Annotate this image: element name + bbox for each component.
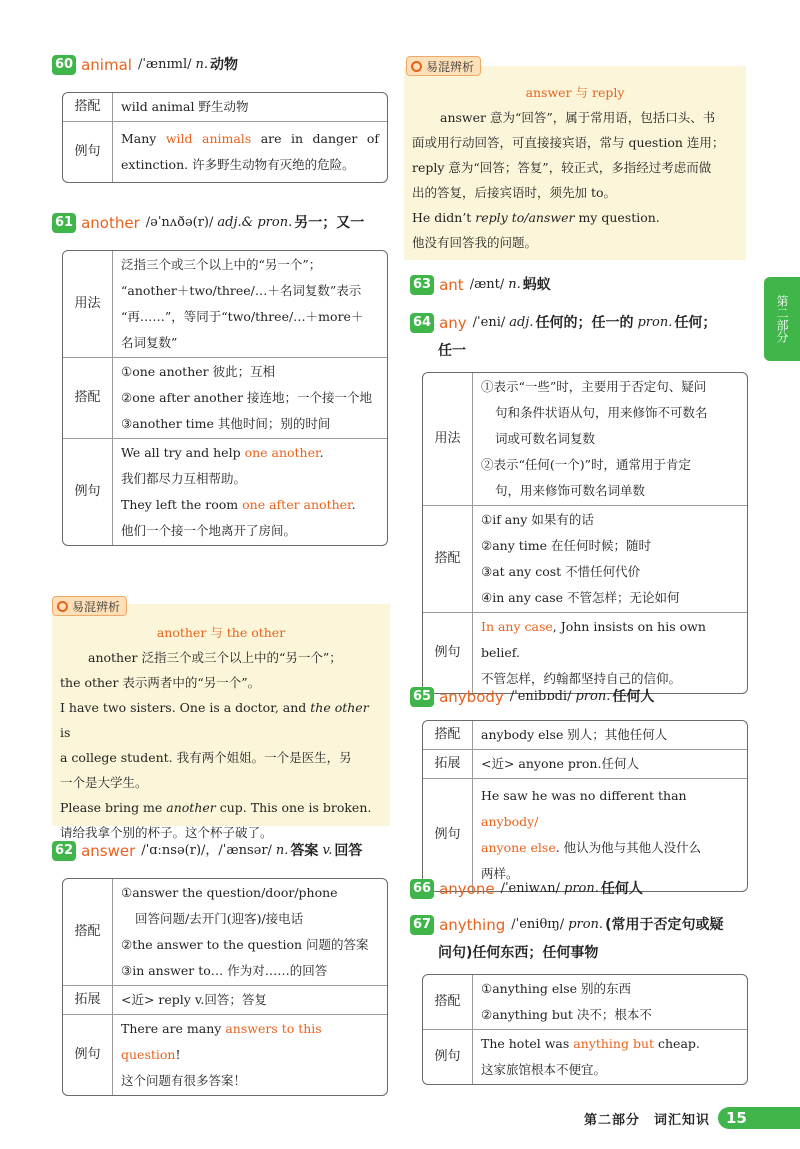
meaning: 答案 bbox=[290, 843, 319, 859]
collocation-item: ②the answer to the question 问题的答案 bbox=[121, 937, 369, 952]
row-label: 搭配 bbox=[423, 975, 473, 1029]
entry-65-table bbox=[422, 720, 748, 892]
entry-number: 62 bbox=[52, 841, 76, 861]
highlighted-phrase: anyone else bbox=[481, 840, 556, 855]
note-line: 一个是大学生。 bbox=[60, 775, 148, 790]
entry-64-heading-cont bbox=[438, 338, 466, 364]
entry-60-heading bbox=[52, 52, 238, 78]
note-line: answer 意为“回答”，属于常用语，包括口头、书 bbox=[440, 110, 716, 125]
collocation-list bbox=[113, 879, 387, 985]
highlighted-phrase: anybody/ bbox=[481, 814, 539, 829]
row-label: 例句 bbox=[63, 121, 113, 182]
row-label: 例句 bbox=[63, 1014, 113, 1095]
note-text: is bbox=[60, 725, 71, 740]
example-list bbox=[113, 1014, 387, 1095]
example-text: . 他认为他与其他人没什么 bbox=[555, 840, 702, 855]
meaning-2: 回答 bbox=[334, 843, 363, 859]
collocation-item: ①one another 彼此；互相 bbox=[121, 364, 276, 379]
entry-number: 66 bbox=[410, 879, 434, 899]
entry-66-heading bbox=[410, 876, 643, 902]
confusion-tag-2 bbox=[406, 56, 481, 76]
example-text: They left the room bbox=[121, 497, 243, 512]
part-of-speech-2: v. bbox=[322, 843, 333, 858]
note-text: my question. bbox=[574, 210, 660, 225]
highlighted-phrase: anything but bbox=[573, 1036, 655, 1051]
headword: anyone bbox=[439, 880, 495, 898]
usage-line: 泛指三个或三个以上中的“另一个”； bbox=[121, 257, 322, 272]
usage-line: “再……”，等同于“two/three/…＋more＋ bbox=[121, 309, 364, 324]
row-label: 拓展 bbox=[423, 749, 473, 778]
usage-line: 名词复数” bbox=[121, 335, 178, 350]
magnifier-icon bbox=[57, 601, 68, 612]
page-number: 15 bbox=[718, 1107, 800, 1129]
confusion-tag-1 bbox=[52, 596, 127, 616]
note-title: answer 与 reply bbox=[525, 85, 625, 100]
extension-text: <近> reply v.回答；答复 bbox=[113, 985, 387, 1014]
entry-64-heading bbox=[410, 310, 716, 336]
example-text: . bbox=[319, 445, 324, 460]
row-label: 搭配 bbox=[63, 93, 113, 121]
note-line: another 泛指三个或三个以上中的“另一个”； bbox=[88, 650, 342, 665]
meaning: 任何的；任一的 bbox=[535, 315, 634, 331]
headword: ant bbox=[439, 276, 464, 294]
row-label: 例句 bbox=[423, 1029, 473, 1084]
entry-64-table bbox=[422, 372, 748, 694]
note-italic: the other bbox=[310, 700, 369, 715]
phonetic: /ˈeniwʌn/ bbox=[500, 881, 560, 896]
example-sentence bbox=[121, 1016, 379, 1068]
usage-line: 句，用来修饰可数名词单数 bbox=[495, 483, 646, 498]
note-line: 请给我拿个别的杯子。这个杯子破了。 bbox=[60, 825, 273, 840]
row-label: 例句 bbox=[423, 612, 473, 693]
collocation-text: wild animal 野生动物 bbox=[121, 99, 249, 114]
headword: animal bbox=[81, 56, 132, 74]
highlighted-phrase: wild animals bbox=[165, 131, 252, 146]
highlighted-phrase: In any case bbox=[481, 619, 553, 634]
collocation-list bbox=[473, 975, 747, 1029]
extension-text: <近> anyone pron.任何人 bbox=[473, 749, 747, 778]
row-label: 拓展 bbox=[63, 985, 113, 1014]
entry-62-table bbox=[62, 878, 388, 1096]
example-text: ! bbox=[175, 1047, 181, 1062]
example-sentence bbox=[113, 121, 387, 182]
example-text: , John insists on his own belief. bbox=[481, 619, 706, 660]
example-list bbox=[473, 612, 747, 693]
example-text: There are many bbox=[121, 1021, 226, 1036]
note-line: 他没有回答我的问题。 bbox=[412, 235, 538, 250]
phonetic: /ˈeni/ bbox=[472, 315, 506, 330]
headword: answer bbox=[81, 842, 136, 860]
part-of-speech: n. bbox=[275, 843, 289, 858]
entry-62-heading bbox=[52, 838, 362, 864]
example-list bbox=[473, 778, 747, 891]
row-label: 搭配 bbox=[63, 879, 113, 985]
note-title: another 与 the other bbox=[156, 625, 286, 640]
part-of-speech: n. bbox=[508, 277, 521, 292]
collocation-list bbox=[113, 357, 387, 438]
note-line: 出的答复，后接宾语时，须先加 to。 bbox=[412, 185, 617, 200]
meaning: 动物 bbox=[210, 57, 239, 73]
meaning-3: 任一 bbox=[438, 343, 466, 359]
meaning: 蚂蚁 bbox=[522, 277, 551, 293]
entry-number: 63 bbox=[410, 275, 434, 295]
collocation-text: anybody else 别人；其他任何人 bbox=[481, 727, 668, 742]
confusion-note-2 bbox=[404, 66, 746, 260]
note-line: a college student. 我有两个姐姐。一个是医生，另 bbox=[60, 750, 352, 765]
entry-number: 65 bbox=[410, 687, 434, 707]
row-label: 例句 bbox=[423, 778, 473, 891]
example-translation: 这个问题有很多答案！ bbox=[121, 1073, 247, 1088]
example-translation: 不管怎样，约翰都坚持自己的信仰。 bbox=[481, 671, 682, 686]
collocation-item: ③at any cost 不惜任何代价 bbox=[481, 564, 641, 579]
example-text: We all try and help bbox=[121, 445, 245, 460]
example-list bbox=[113, 438, 387, 545]
usage-line: 句和条件状语从句，用来修饰不可数名 bbox=[495, 405, 708, 420]
collocation-item: ②anything but 决不；根本不 bbox=[481, 1007, 652, 1022]
note-text: cup. This one is broken. bbox=[215, 800, 372, 815]
note-line bbox=[412, 205, 738, 230]
example-sentence bbox=[481, 1031, 739, 1057]
collocation-item: ③another time 其他时间；别的时间 bbox=[121, 416, 331, 431]
entry-number: 64 bbox=[410, 313, 434, 333]
entry-67-table bbox=[422, 974, 748, 1085]
example-text: The hotel was bbox=[481, 1036, 574, 1051]
entry-67-heading bbox=[410, 912, 723, 938]
entry-60-table bbox=[62, 92, 388, 183]
meaning: (常用于否定句或疑 bbox=[605, 917, 724, 933]
row-label: 搭配 bbox=[423, 505, 473, 612]
row-label: 搭配 bbox=[423, 721, 473, 749]
example-sentence bbox=[121, 440, 379, 466]
note-line bbox=[60, 795, 382, 820]
phonetic: /ænt/ bbox=[469, 277, 505, 292]
meaning-cont: 问句)任何东西；任何事物 bbox=[438, 945, 599, 961]
note-text: He didn’t bbox=[412, 210, 476, 225]
entry-number: 67 bbox=[410, 915, 434, 935]
highlighted-phrase: answers to this question bbox=[121, 1021, 322, 1062]
part-of-speech: pron. bbox=[564, 881, 599, 896]
note-italic: reply to/answer bbox=[475, 210, 575, 225]
note-italic: another bbox=[166, 800, 216, 815]
meaning-2: 任何； bbox=[674, 315, 717, 331]
note-line: the other 表示两者中的“另一个”。 bbox=[60, 675, 261, 690]
usage-line: ①表示“一些”时，主要用于否定句、疑问 bbox=[481, 379, 707, 394]
phonetic: /ˈɑːnsə(r)/，/ˈænsər/ bbox=[141, 843, 272, 858]
example-translation: 我们都尽力互相帮助。 bbox=[121, 471, 247, 486]
section-side-tab: 第二部分 bbox=[764, 277, 800, 361]
example-text: Many bbox=[121, 131, 166, 146]
row-label: 用法 bbox=[423, 373, 473, 505]
phonetic: /əˈnʌðə(r)/ bbox=[145, 215, 214, 230]
headword: another bbox=[81, 214, 140, 232]
collocation-item: ②one after another 接连地；一个接一个地 bbox=[121, 390, 373, 405]
usage-text bbox=[113, 251, 387, 357]
row-label: 用法 bbox=[63, 251, 113, 357]
part-of-speech: n. bbox=[195, 57, 209, 72]
entry-61-heading bbox=[52, 210, 364, 236]
entry-61-table bbox=[62, 250, 388, 546]
row-label: 搭配 bbox=[63, 357, 113, 438]
part-of-speech: adj.& pron. bbox=[217, 215, 293, 230]
collocation-item: ①answer the question/door/phone bbox=[121, 885, 338, 900]
part-of-speech-2: pron. bbox=[637, 315, 673, 330]
entry-67-heading-cont bbox=[438, 940, 598, 966]
note-text: I have two sisters. One is a doctor, and bbox=[60, 700, 311, 715]
page-footer bbox=[584, 1106, 800, 1130]
entry-65-heading bbox=[410, 684, 654, 710]
headword: anybody bbox=[439, 688, 504, 706]
usage-text bbox=[473, 373, 747, 505]
example-sentence bbox=[121, 492, 379, 518]
collocation-item: ①if any 如果有的话 bbox=[481, 512, 594, 527]
note-line: 面或用行动回答，可直接接宾语，常与 question 连用； bbox=[412, 135, 725, 150]
example-sentence bbox=[481, 835, 739, 861]
collocation-item: ④in any case 不管怎样；无论如何 bbox=[481, 590, 680, 605]
magnifier-icon bbox=[411, 61, 422, 72]
footer-section-title: 第二部分 词汇知识 bbox=[583, 1112, 710, 1128]
usage-line: ②表示“任何(一个)”时，通常用于肯定 bbox=[481, 457, 692, 472]
meaning: 任何人 bbox=[612, 689, 655, 705]
phonetic: /ˈeniθɪŋ/ bbox=[511, 917, 565, 932]
part-of-speech: pron. bbox=[568, 917, 604, 932]
phonetic: /ˈenibɒdi/ bbox=[509, 689, 572, 704]
part-of-speech: adj. bbox=[509, 315, 534, 330]
note-line bbox=[60, 695, 382, 745]
part-of-speech: pron. bbox=[575, 689, 611, 704]
example-translation: 两样。 bbox=[481, 866, 519, 881]
highlighted-phrase: one after another bbox=[242, 497, 352, 512]
row-label: 例句 bbox=[63, 438, 113, 545]
example-sentence bbox=[481, 783, 739, 835]
tag-label: 易混辨析 bbox=[72, 599, 121, 614]
example-text: He saw he was no different than bbox=[481, 788, 687, 803]
example-text: . bbox=[351, 497, 356, 512]
example-translation: 他们一个接一个地离开了房间。 bbox=[121, 523, 297, 538]
collocation-item: ①anything else 别的东西 bbox=[481, 981, 632, 996]
entry-63-heading bbox=[410, 272, 551, 298]
collocation-list bbox=[473, 505, 747, 612]
headword: any bbox=[439, 314, 467, 332]
collocation-item: ③in answer to… 作为对……的回答 bbox=[121, 963, 328, 978]
highlighted-phrase: one another bbox=[244, 445, 320, 460]
entry-number: 60 bbox=[52, 55, 76, 75]
example-text: are in danger of extinction. 许多野生动物有灭绝的危险。 bbox=[121, 131, 380, 172]
example-list bbox=[473, 1029, 747, 1084]
example-sentence bbox=[481, 614, 739, 666]
collocation-item: ②any time 在任何时候；随时 bbox=[481, 538, 651, 553]
tag-label: 易混辨析 bbox=[426, 59, 475, 74]
meaning: 任何人 bbox=[600, 881, 643, 897]
entry-number: 61 bbox=[52, 213, 76, 233]
phonetic: /ˈænɪml/ bbox=[137, 57, 192, 72]
note-text: Please bring me bbox=[60, 800, 167, 815]
usage-line: 词或可数名词复数 bbox=[495, 431, 596, 446]
usage-line: “another＋two/three/…＋名词复数”表示 bbox=[121, 283, 362, 298]
headword: anything bbox=[439, 916, 506, 934]
meaning: 另一；又一 bbox=[294, 215, 365, 231]
collocation-item: 回答问题/去开门(迎客)/接电话 bbox=[135, 911, 304, 926]
confusion-note-1 bbox=[52, 604, 390, 840]
example-translation: 这家旅馆根本不便宜。 bbox=[481, 1062, 607, 1077]
note-line: reply 意为“回答；答复”，较正式，多指经过考虑而做 bbox=[412, 160, 712, 175]
example-text: cheap. bbox=[654, 1036, 700, 1051]
